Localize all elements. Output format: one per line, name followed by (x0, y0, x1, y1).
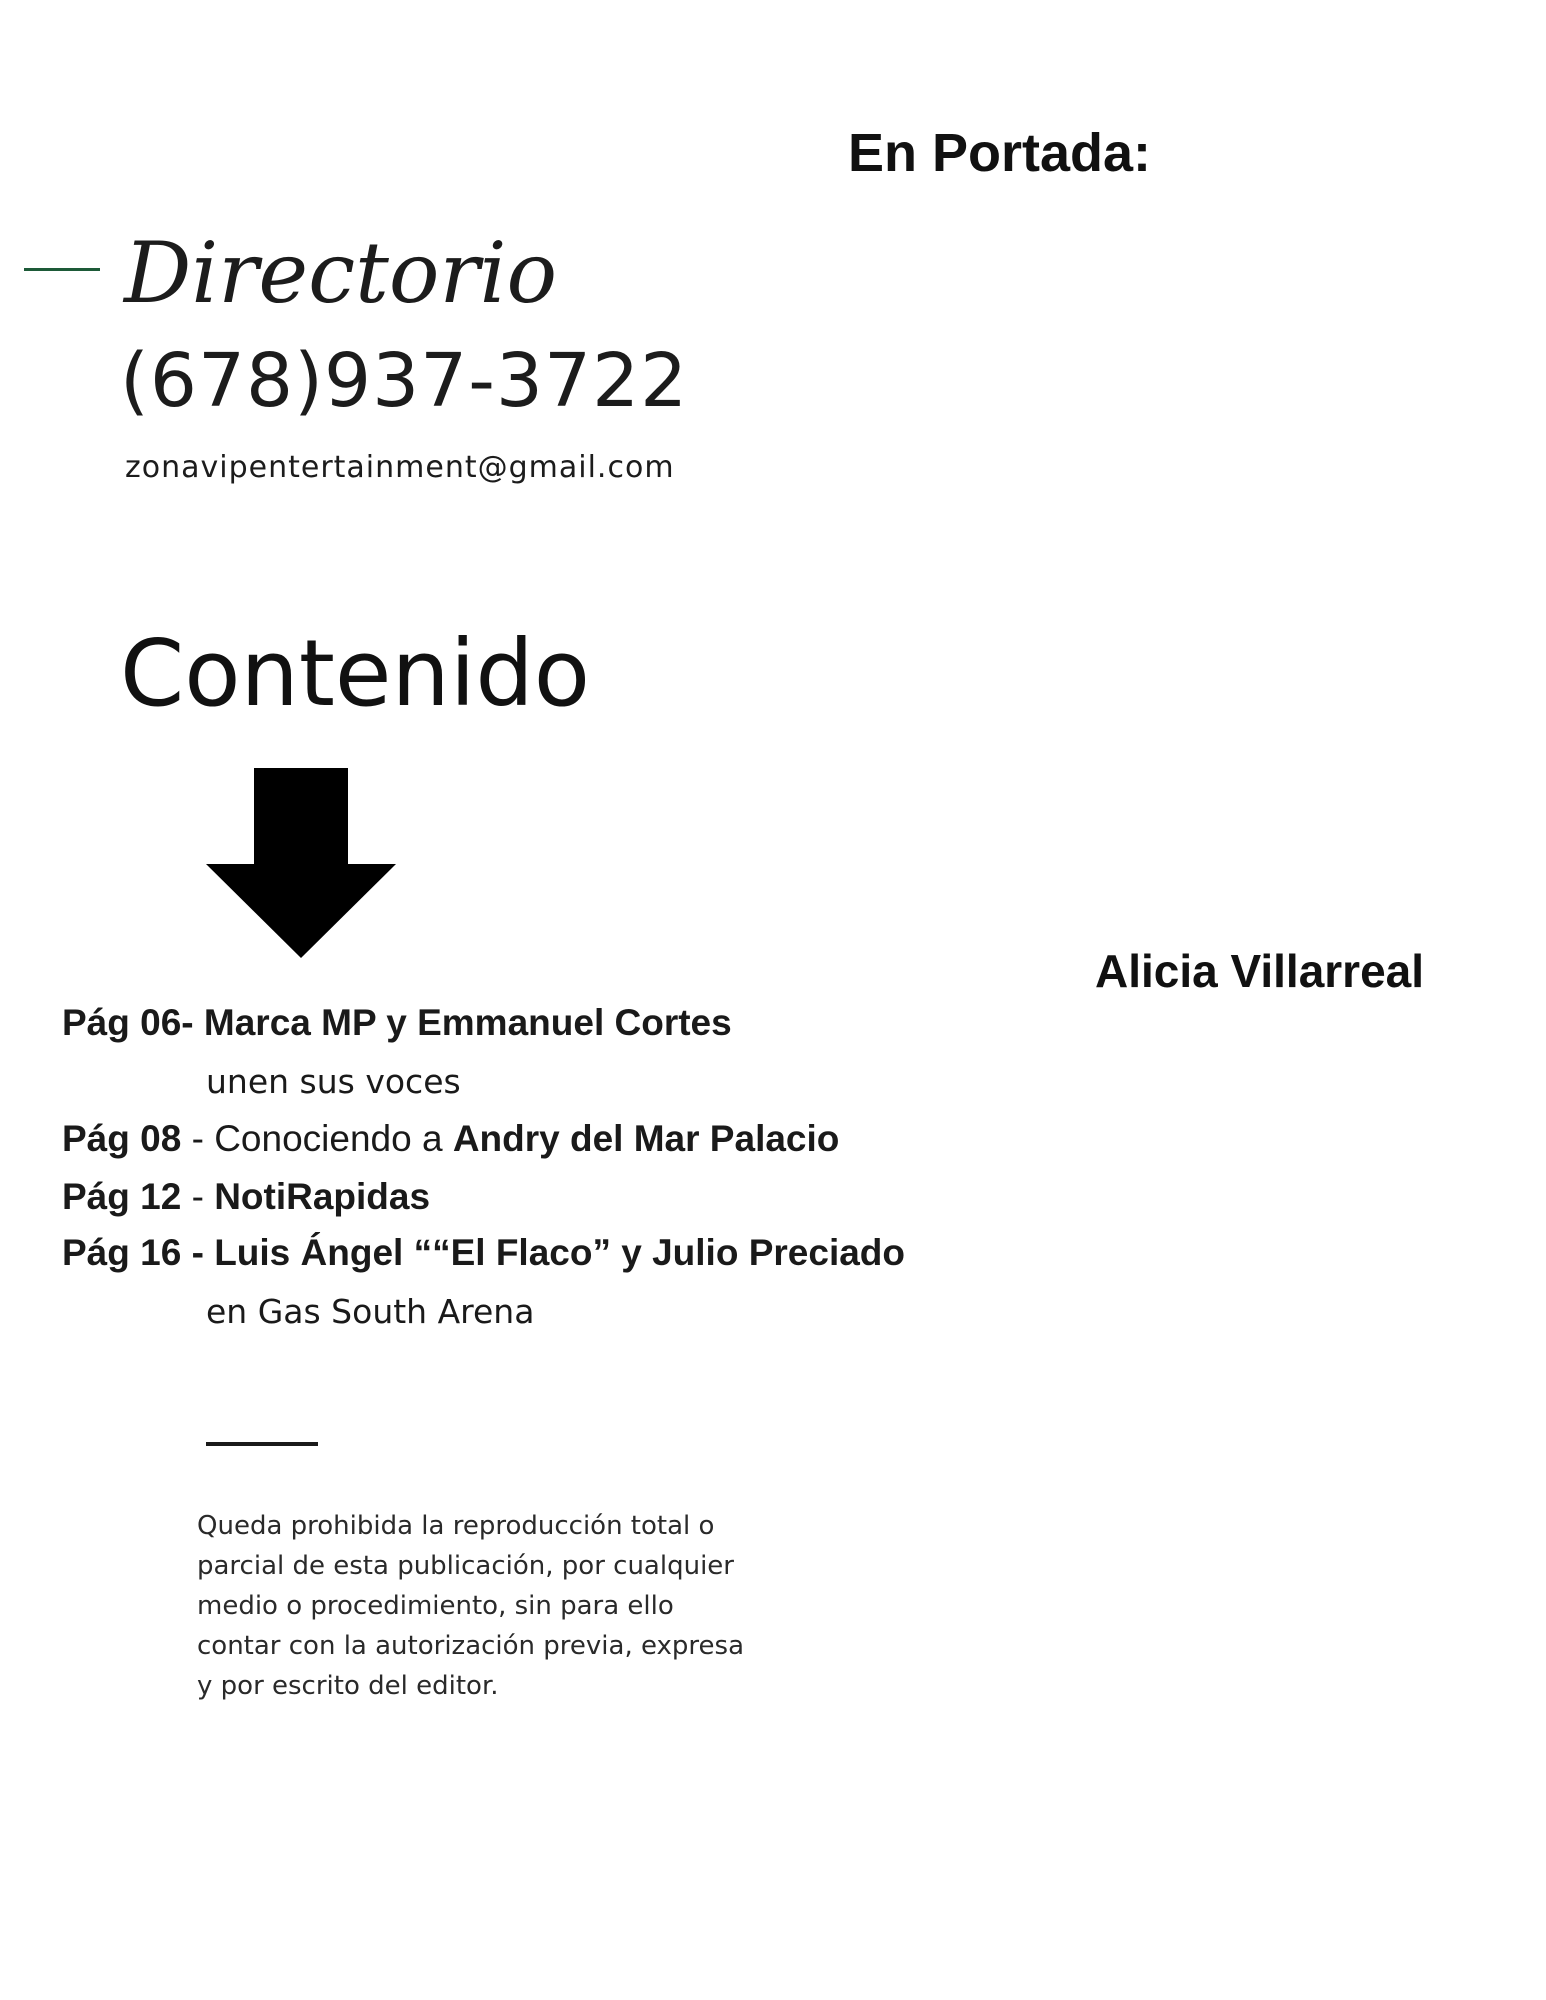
toc-item-continuation: en Gas South Arena (206, 1292, 535, 1331)
toc-page-number: Pág 12 (62, 1176, 182, 1217)
toc-title: Marca MP y Emmanuel Cortes (203, 1002, 732, 1043)
section-divider (206, 1442, 318, 1446)
cover-name: Alicia Villarreal (1095, 945, 1425, 997)
toc-page-number: Pág 06 (62, 1002, 182, 1043)
toc-page-number: Pág 08 (62, 1118, 182, 1159)
directory-email: zonavipentertainment@gmail.com (125, 450, 675, 485)
toc-separator: - (181, 1176, 215, 1217)
toc-title: Luis Ángel ““El Flaco” y Julio Preciado (214, 1232, 906, 1273)
toc-lead: Conociendo a (214, 1118, 453, 1159)
contents-title: Contenido (120, 620, 591, 727)
toc-page-number: Pág 16 (62, 1232, 182, 1273)
toc-separator: - (181, 1002, 204, 1043)
toc-item-continuation: unen sus voces (206, 1062, 461, 1101)
toc-item (62, 1002, 732, 1044)
toc-item (62, 1118, 839, 1160)
directory-phone: (678)937-3722 (120, 338, 689, 424)
toc-separator: - (181, 1232, 215, 1273)
directory-title: Directorio (124, 224, 558, 322)
cover-heading: En Portada: (848, 123, 1152, 183)
copyright-disclaimer: Queda prohibida la reproducción total o parcial de esta publicación, por cualquier medio o procedimiento, sin para ello contar con la autorización previa, expresa y por escrito del editor. (197, 1511, 745, 1701)
down-arrow-icon (206, 768, 396, 958)
toc-separator: - (181, 1118, 215, 1159)
toc-title: Andry del Mar Palacio (452, 1118, 840, 1159)
toc-item (62, 1176, 430, 1218)
directory-accent-rule (24, 268, 100, 271)
toc-title: NotiRapidas (214, 1176, 431, 1217)
toc-item (62, 1232, 905, 1274)
